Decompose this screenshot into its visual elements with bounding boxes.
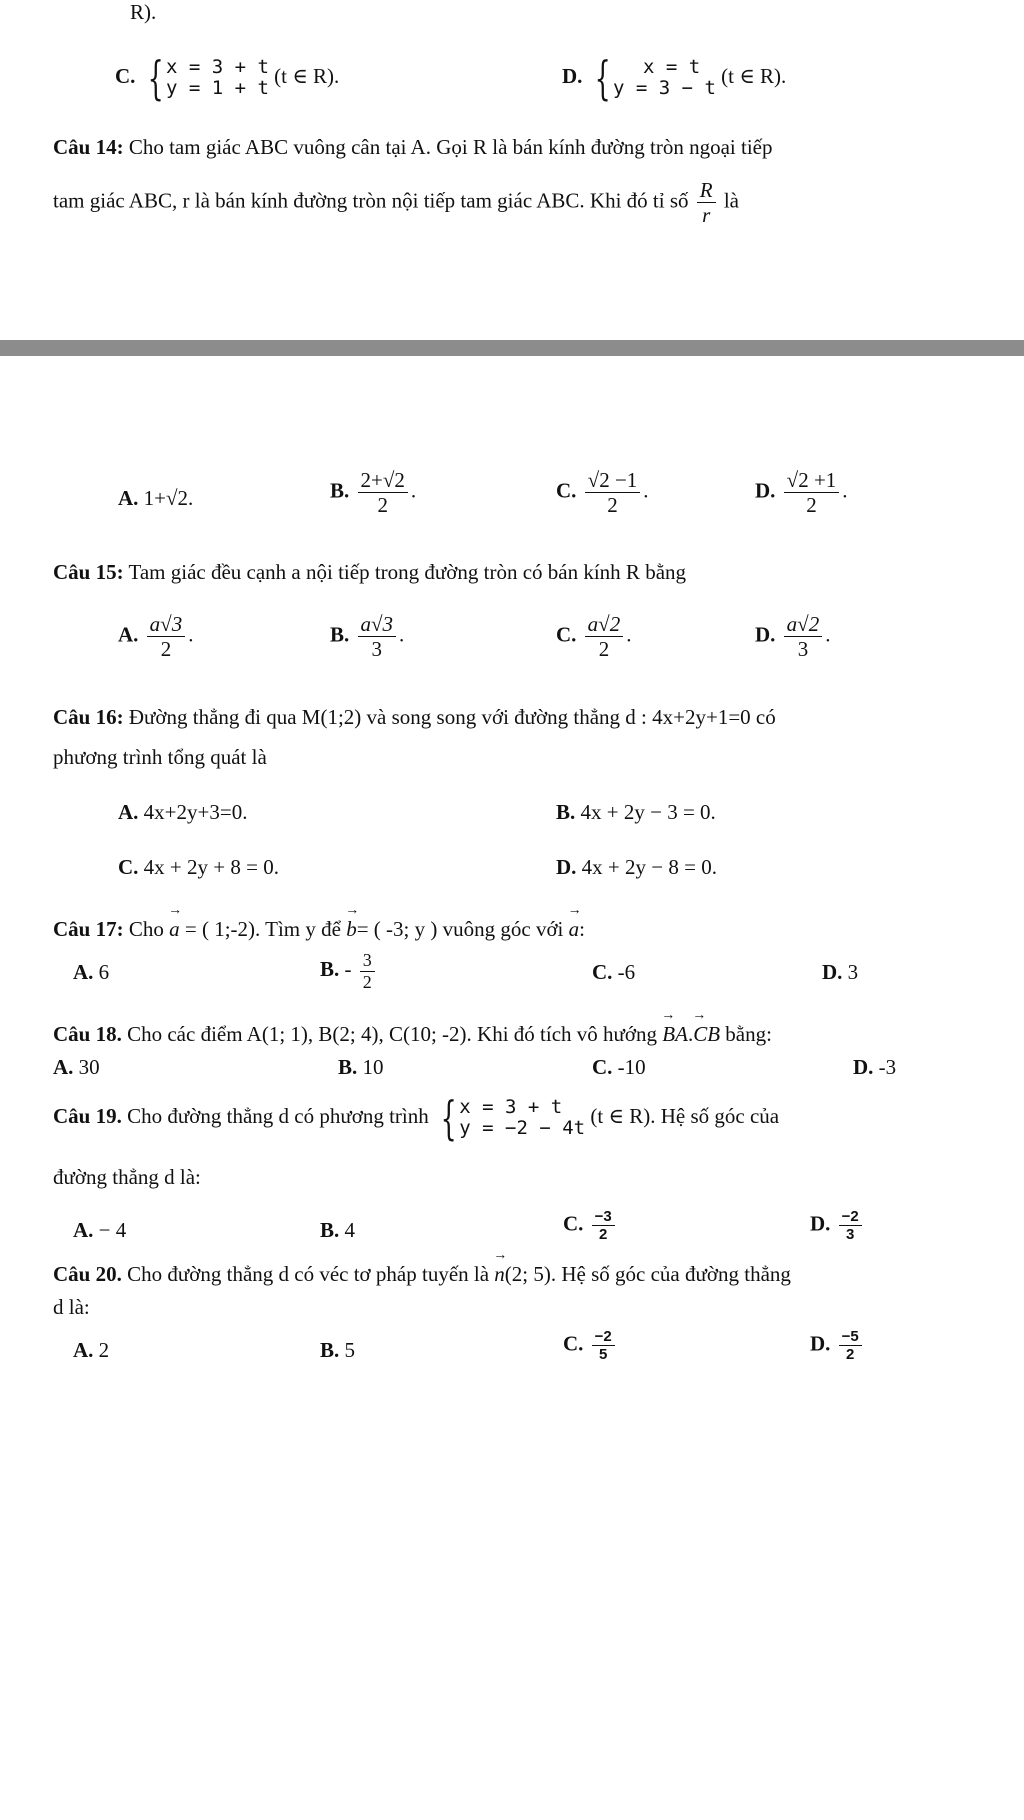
q19-system: { x = 3 + t y = −2 − 4t — [440, 1091, 586, 1145]
q13-d-system: { x = t y = 3 − t — [594, 51, 716, 105]
q19-line2: đường thẳng d là: — [53, 1165, 201, 1189]
q13-c-system: { x = 3 + t y = 1 + t — [147, 51, 269, 105]
q18-question: Câu 18. Cho các điểm A(1; 1), B(2; 4), C(10; -2). Khi đó tích vô hướng → BA.→ CB bằng: — [53, 1022, 772, 1047]
q17-question: Câu 17: Cho → a = ( 1;-2). Tìm y để → b= ( -3; y ) vuông góc với → a: — [53, 917, 585, 942]
q20-line1: Câu 20. Cho đường thẳng d có véc tơ pháp tuyến là → n(2; 5). Hệ số góc của đường thẳng — [53, 1262, 791, 1287]
q14-line1: Câu 14: Cho tam giác ABC vuông cân tại A. Gọi R là bán kính đường tròn ngoại tiếp — [53, 135, 773, 159]
q14-option-b: B. $\frac{2+√2}{2}$ . — [330, 468, 417, 518]
q17-option-d: D. 3 — [822, 960, 859, 984]
q18-label: Câu 18. — [53, 1022, 122, 1046]
q19-option-d: D. $\frac{-2}{3}$ — [810, 1208, 865, 1244]
q17-option-c: C. -6 — [592, 960, 636, 984]
q15-option-b: B. $\frac{a√3}{3}$ . — [330, 612, 405, 662]
q20-option-c: C. $\frac{-2}{5}$ — [563, 1328, 618, 1364]
q16-option-b: B. 4x + 2y − 3 = 0. — [556, 800, 716, 824]
q14-option-c: C. $\frac{√2 -1}{2}$ . — [556, 468, 649, 518]
q18-option-b: B. 10 — [338, 1055, 384, 1079]
q20-option-b: B. 5 — [320, 1338, 356, 1362]
q16-option-a: A. 4x+2y+3=0. — [118, 800, 248, 824]
q14-option-d: D. $\frac{√2 +1}{2}$ . — [755, 468, 848, 518]
q19-line1: Câu 19. Cho đường thẳng d có phương trình { x = 3 + t y = −2 − 4t (t ∈ R). Hệ số góc của — [53, 1091, 780, 1145]
q16-label: Câu 16: — [53, 705, 124, 729]
q18-option-a: A. 30 — [53, 1055, 100, 1079]
page-divider — [0, 340, 1024, 356]
q20-option-d: D. $\frac{-5}{2}$ — [810, 1328, 865, 1364]
q15-question: Câu 15: Tam giác đều cạnh a nội tiếp trong đường tròn có bán kính R bằng — [53, 560, 687, 584]
top-fragment: R). — [130, 0, 157, 24]
q15-label: Câu 15: — [53, 560, 124, 584]
q15-option-a: A. $\frac{a√3}{2}$ . — [118, 612, 194, 662]
q20-label: Câu 20. — [53, 1262, 122, 1286]
q17-option-a: A. 6 — [73, 960, 110, 984]
q14-line2: tam giác ABC, r là bán kính đường tròn nội tiếp tam giác ABC. Khi đó tỉ số $\frac{R}{r}$ là — [53, 178, 739, 228]
q19-option-b: B. 4 — [320, 1218, 356, 1242]
q15-option-d: D. $\frac{a√2}{3}$ . — [755, 612, 831, 662]
q17-label: Câu 17: — [53, 917, 124, 941]
q18-option-c: C. -10 — [592, 1055, 646, 1079]
q13-option-d: D. { x = t y = 3 − t (t ∈ R). — [562, 51, 787, 105]
q14-ratio: $\frac{R}{r}$ — [697, 178, 716, 227]
q16-line1: Câu 16: Đường thẳng đi qua M(1;2) và song song với đường thẳng d : 4x+2y+1=0 có — [53, 705, 776, 729]
q18-option-d: D. -3 — [853, 1055, 897, 1079]
q17-option-b: B. - $\frac{3}{2}$ — [320, 950, 378, 992]
q19-option-a: A. − 4 — [73, 1218, 127, 1242]
q15-option-c: C. $\frac{a√2}{2}$ . — [556, 612, 632, 662]
q19-option-c: C. $\frac{-3}{2}$ — [563, 1208, 618, 1244]
q16-option-d: D. 4x + 2y − 8 = 0. — [556, 855, 717, 879]
q13-option-c: C. { x = 3 + t y = 1 + t (t ∈ R). — [115, 51, 340, 105]
q20-line2: d là: — [53, 1295, 90, 1319]
q16-option-c: C. 4x + 2y + 8 = 0. — [118, 855, 279, 879]
q14-option-a: A. 1+√2. — [118, 486, 194, 510]
q16-line2: phương trình tổng quát là — [53, 745, 267, 769]
q19-label: Câu 19. — [53, 1103, 122, 1128]
q20-option-a: A. 2 — [73, 1338, 110, 1362]
q14-label: Câu 14: — [53, 135, 124, 159]
